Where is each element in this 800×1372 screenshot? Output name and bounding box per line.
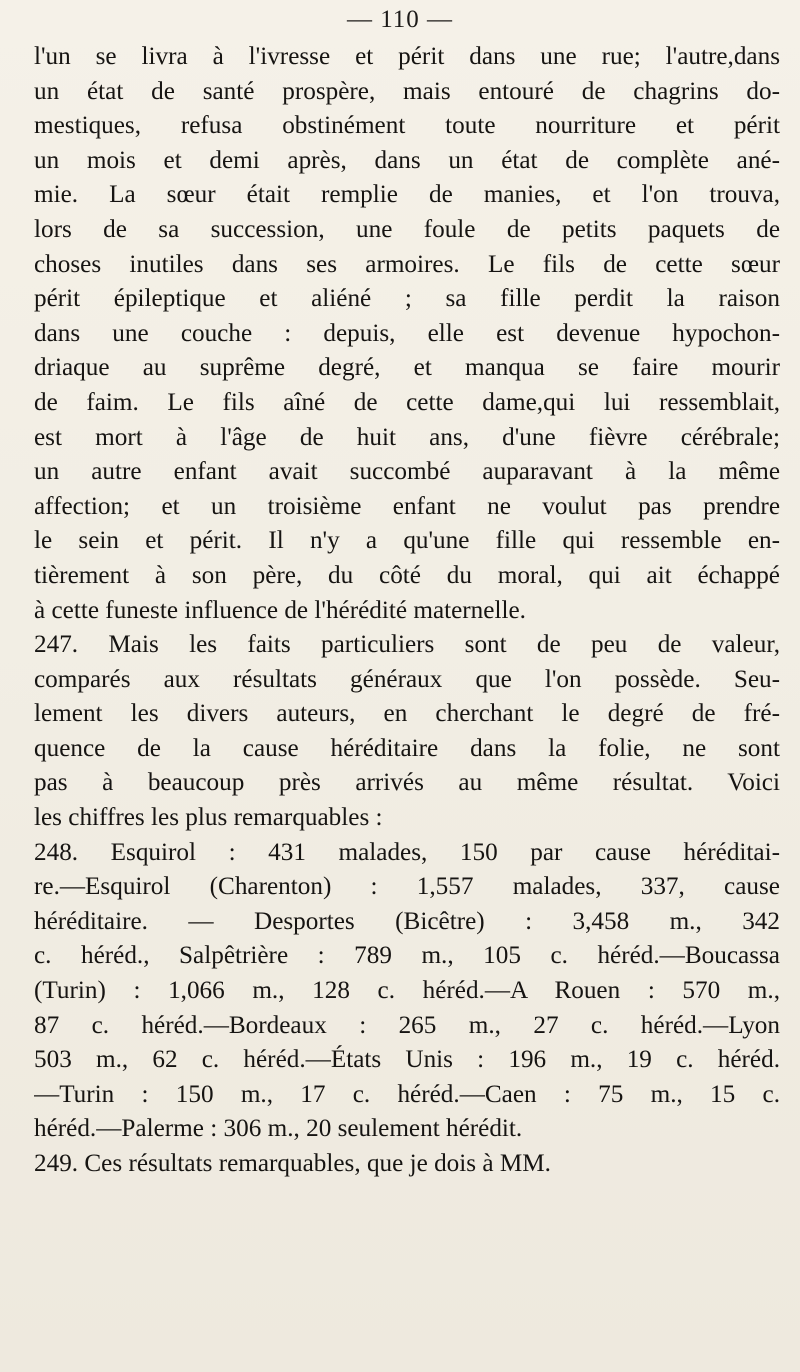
text-line: re.—Esquirol (Charenton) : 1,557 malades, 337, cause bbox=[34, 873, 780, 901]
text-line: comparés aux résultats généraux que l'on possède. Seu- bbox=[34, 665, 780, 693]
text-line: 87 c. héréd.—Bordeaux : 265 m., 27 c. héréd.—Lyon bbox=[34, 1011, 780, 1039]
page-number: — 110 — bbox=[346, 6, 454, 33]
text-line: le sein et périt. Il n'y a qu'une fille qui ressemble en- bbox=[34, 527, 780, 555]
text-line: mestiques, refusa obstinément toute nourriture et périt bbox=[34, 112, 780, 140]
text-line: tièrement à son père, du côté du moral, qui ait échappé bbox=[34, 561, 780, 589]
text-line: pas à beaucoup près arrivés au même résultat. Voici bbox=[34, 769, 780, 797]
paragraph-end-line: les chiffres les plus remarquables : bbox=[34, 804, 383, 832]
text-line: dans une couche : depuis, elle est devenue hypochon- bbox=[34, 319, 780, 347]
text-line: affection; et un troisième enfant ne voulut pas prendre bbox=[34, 492, 780, 520]
body-text bbox=[34, 40, 780, 1182]
text-line: driaque au suprême degré, et manqua se faire mourir bbox=[34, 354, 780, 382]
paragraph-end-line: héréd.—Palerme : 306 m., 20 seulement hérédit. bbox=[34, 1115, 523, 1143]
text-line: c. héréd., Salpêtrière : 789 m., 105 c. héréd.—Boucassa bbox=[34, 942, 780, 970]
text-line: de faim. Le fils aîné de cette dame,qui lui ressemblait, bbox=[34, 388, 780, 416]
text-line: 248. Esquirol : 431 malades, 150 par cause héréditai- bbox=[34, 838, 780, 866]
text-line: mie. La sœur était remplie de manies, et l'on trouva, bbox=[34, 181, 780, 209]
text-line: un état de santé prospère, mais entouré de chagrins do- bbox=[34, 77, 780, 105]
text-line: un autre enfant avait succombé auparavant à la même bbox=[34, 458, 780, 486]
text-line: l'un se livra à l'ivresse et périt dans une rue; l'autre,dans bbox=[34, 43, 780, 70]
text-line: 247. Mais les faits particuliers sont de peu de valeur, bbox=[34, 631, 780, 659]
text-line: quence de la cause héréditaire dans la folie, ne sont bbox=[34, 734, 780, 762]
text-line: lors de sa succession, une foule de petits paquets de bbox=[34, 215, 780, 243]
text-line: héréditaire. — Desportes (Bicêtre) : 3,458 m., 342 bbox=[34, 907, 780, 935]
text-line: périt épileptique et aliéné ; sa fille perdit la raison bbox=[34, 285, 780, 313]
paragraph-end-line: à cette funeste influence de l'hérédité maternelle. bbox=[34, 596, 526, 624]
text-line: lement les divers auteurs, en cherchant le degré de fré- bbox=[34, 700, 780, 728]
text-line: —Turin : 150 m., 17 c. héréd.—Caen : 75 m., 15 c. bbox=[34, 1080, 780, 1108]
text-line: (Turin) : 1,066 m., 128 c. héréd.—A Rouen : 570 m., bbox=[34, 977, 780, 1005]
text-line: 503 m., 62 c. héréd.—États Unis : 196 m., 19 c. héréd. bbox=[34, 1046, 780, 1074]
text-line: choses inutiles dans ses armoires. Le fils de cette sœur bbox=[34, 250, 780, 278]
text-line: un mois et demi après, dans un état de complète ané- bbox=[34, 146, 780, 174]
text-line: est mort à l'âge de huit ans, d'une fièvre cérébrale; bbox=[34, 423, 780, 451]
text-line: 249. Ces résultats remarquables, que je dois à MM. bbox=[34, 1150, 551, 1177]
